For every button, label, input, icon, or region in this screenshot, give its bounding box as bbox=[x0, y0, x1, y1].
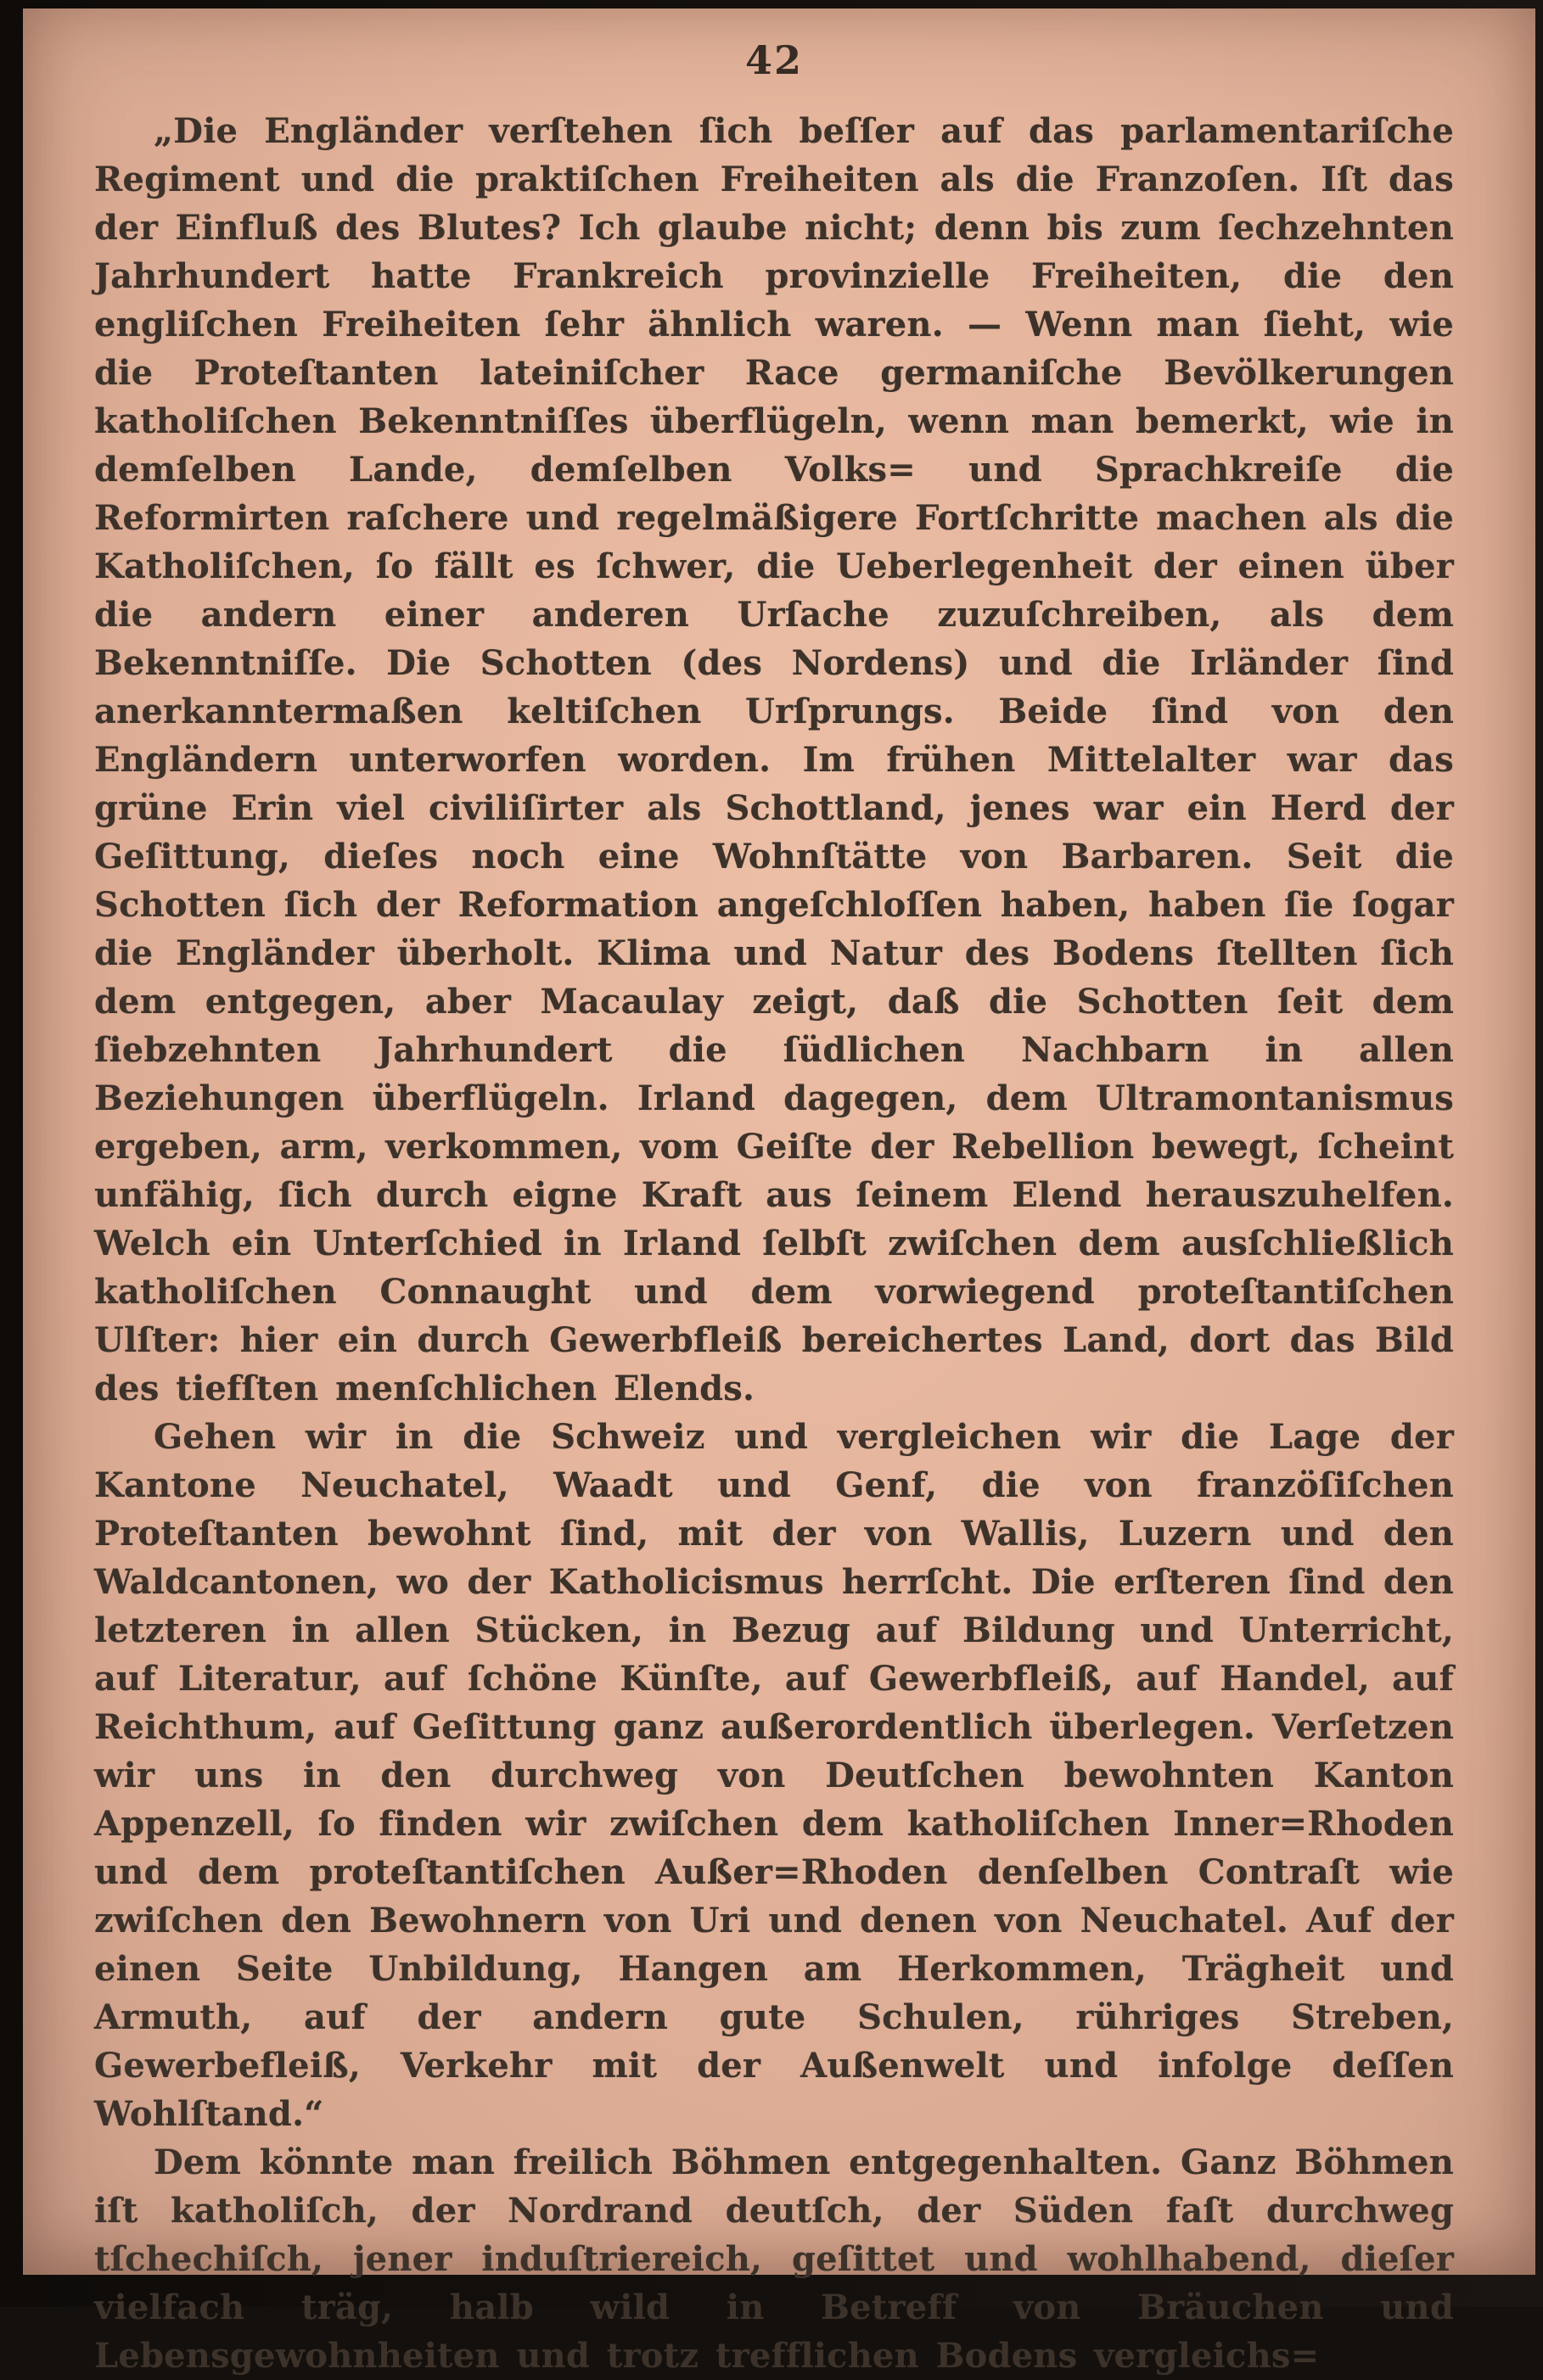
body-text bbox=[94, 107, 1454, 2380]
paragraph-3: Dem könnte man freilich Böhmen entgegenhalten. Ganz Böhmen iſt katholiſch, der Nordrand deutſch, der Süden faſt durchweg tſchechiſch, jener induſtriereich, geſittet und wohlhabend, dieſer vielfach träg, halb wild in Betreff von Bräuchen und Lebensgewohnheiten und trotz trefflichen Bodens vergleichs= bbox=[94, 2142, 1454, 2376]
paragraph-2: Gehen wir in die Schweiz und vergleichen wir die Lage der Kantone Neuchatel, Waadt und Genf, die von franzöſiſchen Proteſtanten bewohnt ſind, mit der von Wallis, Luzern und den Waldcantonen, wo der Katholicismus herrſcht. Die erſteren ſind den letzteren in allen Stücken, in Bezug auf Bildung und Unterricht, auf Literatur, auf ſchöne Künſte, auf Gewerbfleiß, auf Handel, auf Reichthum, auf Geſittung ganz außerordentlich überlegen. Verſetzen wir uns in den durchweg von Deutſchen bewohnten Kanton Appenzell, ſo finden wir zwiſchen dem katholiſchen Inner=Rhoden und dem proteſtantiſchen Außer=Rhoden denſelben Contraſt wie zwiſchen den Bewohnern von Uri und denen von Neuchatel. Auf der einen Seite Unbildung, Hangen am Herkommen, Trägheit und Armuth, auf der andern gute Schulen, rühriges Streben, Gewerbefleiß, Verkehr mit der Außenwelt und infolge deſſen Wohlſtand.“ bbox=[94, 1417, 1454, 2134]
page-number: 42 bbox=[744, 37, 803, 83]
page-content bbox=[94, 37, 1454, 2380]
book-page bbox=[23, 8, 1535, 2376]
paragraph-1: „Die Engländer verſtehen ſich beſſer auf das parlamentariſche Regiment und die praktiſchen Freiheiten als die Franzoſen. Iſt das der Einfluß des Blutes? Ich glaube nicht; denn bis zum ſechzehnten Jahrhundert hatte Frankreich provinzielle Freiheiten, die den engliſchen Freiheiten ſehr ähnlich waren. — Wenn man ſieht, wie die Proteſtanten lateiniſcher Race germaniſche Bevölkerungen katholiſchen Bekenntniſſes überflügeln, wenn man bemerkt, wie in demſelben Lande, demſelben Volks= und Sprachkreiſe die Reformirten raſchere und regelmäßigere Fortſchritte machen als die Katholiſchen, ſo fällt es ſchwer, die Ueberlegenheit der einen über die andern einer anderen Urſache zuzuſchreiben, als dem Bekenntniſſe. Die Schotten (des Nordens) und die Irländer ſind anerkanntermaßen keltiſchen Urſprungs. Beide ſind von den Engländern unterworfen worden. Im frühen Mittelalter war das grüne Erin viel civiliſirter als Schottland, jenes war ein Herd der Geſittung, dieſes noch eine Wohnſtätte von Barbaren. Seit die Schotten ſich der Reformation angeſchloſſen haben, haben ſie ſogar die Engländer überholt. Klima und Natur des Bodens ſtellten ſich dem entgegen, aber Macaulay zeigt, daß die Schotten ſeit dem ſiebzehnten Jahrhundert die ſüdlichen Nachbarn in allen Beziehungen überflügeln. Irland dagegen, dem Ultramontanismus ergeben, arm, verkommen, vom Geiſte der Rebellion bewegt, ſcheint unfähig, ſich durch eigne Kraft aus ſeinem Elend herauszuhelfen. Welch ein Unterſchied in Irland ſelbſt zwiſchen dem ausſchließlich katholiſchen Connaught und dem vorwiegend proteſtantiſchen Ulſter: hier ein durch Gewerbfleiß bereichertes Land, dort das Bild des tiefſten menſchlichen Elends. bbox=[94, 111, 1454, 1408]
